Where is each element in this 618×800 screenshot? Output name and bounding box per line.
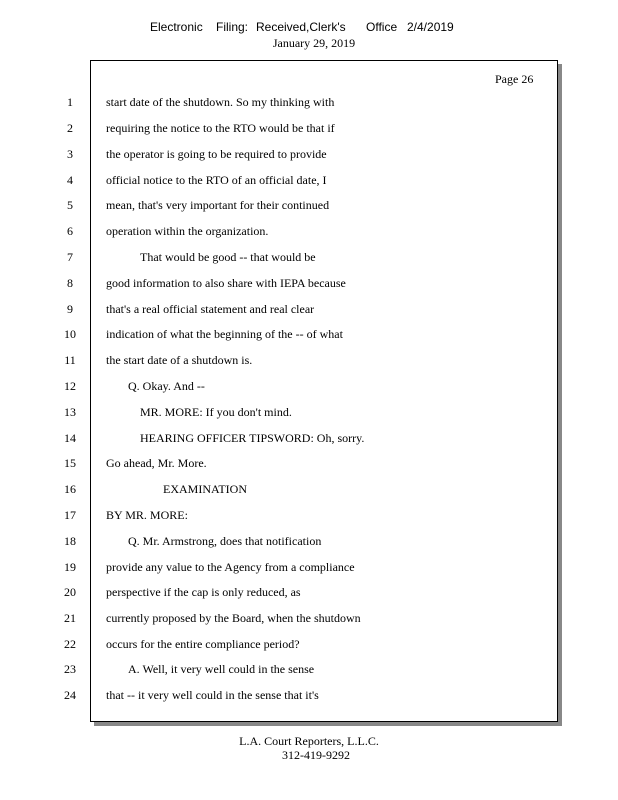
line-number: 24: [64, 688, 76, 702]
line-number: 2: [67, 121, 73, 135]
line-text: BY MR. MORE:: [106, 508, 188, 522]
line-number: 22: [64, 637, 76, 651]
reporter-company: L.A. Court Reporters, L.L.C.: [239, 734, 379, 748]
line-text: mean, that's very important for their continued: [106, 198, 330, 212]
line-number: 8: [67, 276, 73, 290]
line-number: 5: [67, 198, 73, 212]
line-number: 11: [64, 353, 76, 367]
line-text: occurs for the entire compliance period?: [106, 637, 300, 651]
line-text: perspective if the cap is only reduced, as: [106, 585, 301, 599]
filing-stamp-electronic: Electronic: [150, 20, 203, 34]
line-text: good information to also share with IEPA because: [106, 276, 346, 290]
page-number: Page 26: [495, 72, 534, 86]
line-number: 19: [64, 560, 76, 574]
line-text: requiring the notice to the RTO would be that if: [106, 121, 335, 135]
line-text: the start date of a shutdown is.: [106, 353, 253, 367]
line-number: 9: [67, 302, 73, 316]
line-number: 18: [64, 534, 76, 548]
line-number: 15: [64, 456, 76, 470]
line-text: MR. MORE: If you don't mind.: [140, 405, 292, 419]
line-text: Q. Mr. Armstrong, does that notification: [128, 534, 322, 548]
line-text: EXAMINATION: [163, 482, 247, 496]
line-number: 17: [64, 508, 76, 522]
line-text: provide any value to the Agency from a compliance: [106, 560, 355, 574]
line-number: 4: [67, 173, 73, 187]
reporter-phone: 312-419-9292: [282, 748, 350, 762]
line-text: HEARING OFFICER TIPSWORD: Oh, sorry.: [140, 431, 365, 445]
line-text: that's a real official statement and real clear: [106, 302, 315, 316]
line-number: 23: [64, 662, 76, 676]
filing-stamp-received: Received,Clerk's: [256, 20, 346, 34]
line-text: operation within the organization.: [106, 224, 269, 238]
line-number: 16: [64, 482, 76, 496]
line-number: 14: [64, 431, 76, 445]
line-number: 20: [64, 585, 76, 599]
line-text: currently proposed by the Board, when the shutdown: [106, 611, 361, 625]
line-text: start date of the shutdown. So my thinking with: [106, 95, 335, 109]
line-number: 12: [64, 379, 76, 393]
line-text: A. Well, it very well could in the sense: [128, 662, 315, 676]
line-number: 21: [64, 611, 76, 625]
line-text: that -- it very well could in the sense that it's: [106, 688, 319, 702]
line-text: indication of what the beginning of the -- of what: [106, 327, 343, 341]
filing-stamp-date: 2/4/2019: [407, 20, 454, 34]
line-number: 6: [67, 224, 73, 238]
line-number: 10: [64, 327, 76, 341]
line-text: Q. Okay. And --: [128, 379, 205, 393]
filing-stamp-filing: Filing:: [216, 20, 249, 34]
line-number: 13: [64, 405, 76, 419]
line-number: 7: [67, 250, 73, 264]
line-text: Go ahead, Mr. More.: [106, 456, 207, 470]
line-text: official notice to the RTO of an official date, I: [106, 173, 327, 187]
line-number: 3: [67, 147, 73, 161]
line-text: the operator is going to be required to provide: [106, 147, 327, 161]
line-text: That would be good -- that would be: [140, 250, 316, 264]
transcript-date: January 29, 2019: [272, 36, 356, 50]
filing-stamp-office: Office: [366, 20, 398, 34]
line-number: 1: [67, 95, 73, 109]
